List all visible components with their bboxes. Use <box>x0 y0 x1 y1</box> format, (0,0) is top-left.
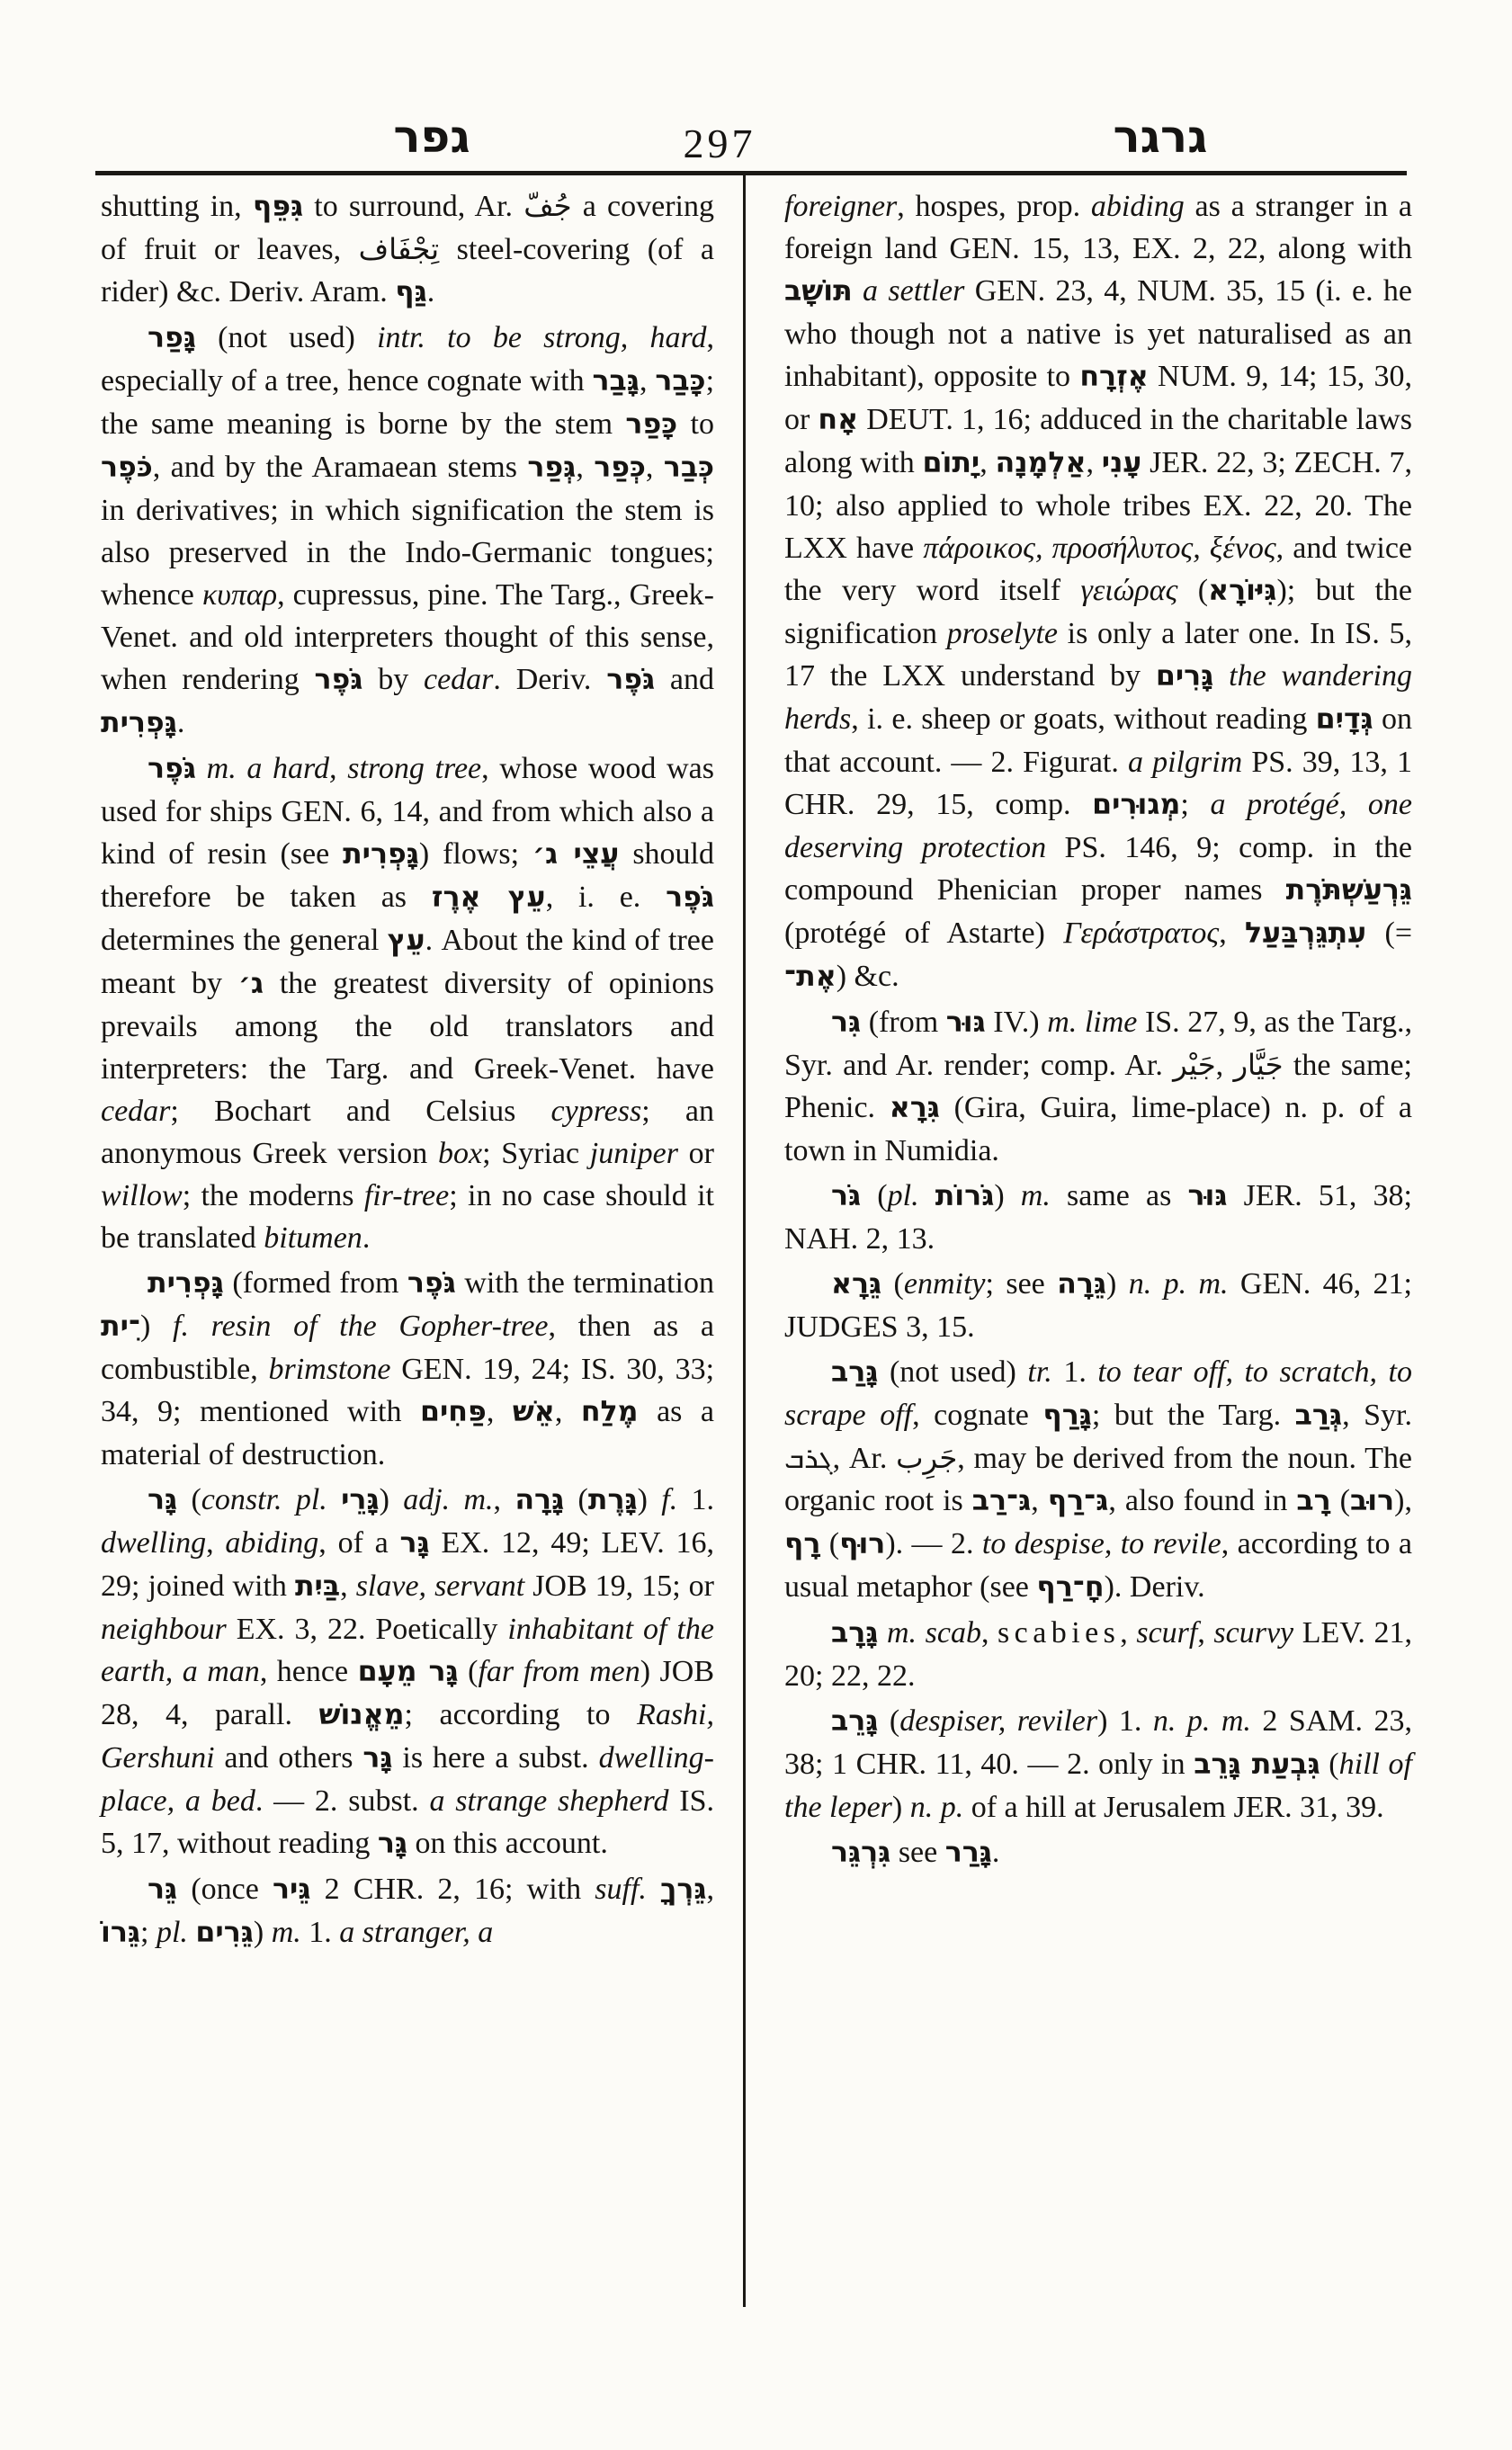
text-run: ; <box>140 1916 157 1949</box>
italic-text: m. <box>271 1916 301 1949</box>
hebrew-text: גֵּרְעַשְׁתֹּרֶת <box>1285 874 1412 907</box>
italic-text: bitumen <box>264 1221 362 1255</box>
hebrew-text: רוּב <box>1349 1485 1395 1517</box>
text-run: , Syr. <box>1342 1399 1412 1432</box>
text-run: ). Deriv. <box>1104 1570 1205 1604</box>
italic-text: suff. <box>595 1873 647 1906</box>
text-run: PS. 39, 13, 1 CHR. 29, 15, comp. <box>784 746 1413 821</box>
hebrew-text: כָּפַר <box>625 408 678 441</box>
text-run: 2 SAM. 23, 38; 1 CHR. 11, 40. — 2. only in <box>784 1704 1412 1781</box>
text-run: LEV. 21, 20; 22, 22. <box>784 1616 1412 1693</box>
text-run: . Deriv. <box>493 663 607 696</box>
text-run: 2 CHR. 2, 16; with <box>310 1873 595 1906</box>
text-run: determines the general <box>101 924 388 957</box>
hebrew-text: עֵץ אֶרֶז <box>431 881 546 914</box>
hebrew-text: גּוּר <box>945 1006 986 1039</box>
entry-paragraph <box>101 1868 714 1954</box>
entry-paragraph <box>101 1479 714 1865</box>
text-run: the greatest diversity of opinions prevails among the old translators and interpreters: the Targ. and Greek-Venet. have <box>101 967 714 1086</box>
text-run: ( <box>177 1483 201 1516</box>
text-run: ( <box>458 1655 479 1688</box>
entry-paragraph <box>784 185 1412 998</box>
hebrew-text: גֵּרִים <box>195 1917 254 1949</box>
text-run: (Gira, Guira, lime-place) n. p. of a town in Numidia. <box>784 1091 1412 1167</box>
text-run: EX. 12, 49; LEV. 16, 29; joined with <box>101 1526 715 1603</box>
arabic-text: جَيَّار <box>1233 1048 1284 1082</box>
hebrew-text: עָנִי <box>1101 447 1142 479</box>
hebrew-text: ־ִית <box>101 1310 141 1343</box>
entry-paragraph <box>101 317 714 745</box>
arabic-text: جَرِب <box>896 1441 958 1475</box>
text-run: ) JOB 28, 4, parall. <box>101 1655 715 1731</box>
italic-text: tr. <box>1027 1355 1052 1389</box>
text-run: (formed from <box>223 1266 407 1300</box>
text-run: 1. <box>1051 1355 1098 1389</box>
text-run: ; but the Targ. <box>1091 1399 1295 1432</box>
hebrew-text: מֵאֱנוֹשׁ <box>318 1699 405 1731</box>
italic-text: far from men <box>478 1655 640 1688</box>
text-run: , and by the Aramaean stems <box>152 451 528 484</box>
text-run: by <box>362 663 424 696</box>
hebrew-text: מְגוּרִים <box>1092 789 1181 821</box>
hebrew-text: גְּרַב <box>1294 1399 1343 1432</box>
hebrew-text: פַּחִים <box>419 1396 487 1428</box>
italic-text: scab <box>925 1616 981 1650</box>
text-run: ; the moderns <box>182 1179 364 1212</box>
text-run: . <box>176 706 185 739</box>
hebrew-text: גֵּר <box>148 1873 178 1906</box>
text-run: , may be derived from the noun. The organic root is <box>784 1442 1412 1517</box>
hebrew-text: מֶלַח <box>580 1396 639 1428</box>
italic-text: a settler <box>863 274 965 308</box>
text-run: , <box>1086 446 1102 479</box>
text-run: (not used) <box>195 321 378 354</box>
hebrew-text: גַּף <box>395 276 427 308</box>
page-number: 297 <box>683 121 756 166</box>
italic-text: n. p. m. <box>1128 1267 1229 1301</box>
hebrew-text: גִּרְגֵּר <box>831 1837 891 1869</box>
italic-text: dwelling-place, a bed <box>101 1741 714 1818</box>
text-run: , whose wood was used for ships GEN. 6, 14, and from which also a kind of resin (see <box>101 752 714 871</box>
text-run: . — 2. subst. <box>255 1784 430 1818</box>
hebrew-text: גָּרָב <box>831 1617 879 1650</box>
italic-text: to tear off, to scratch, to scrape off <box>784 1355 1412 1432</box>
entry-paragraph <box>101 747 714 1259</box>
hebrew-text: גָּרִים <box>1155 660 1214 693</box>
text-run: , <box>706 1873 714 1906</box>
italic-text: a protégé, one deserving protection <box>784 788 1412 864</box>
text-run: IV.) <box>985 1006 1048 1039</box>
hebrew-text: גֹּפֶר <box>148 753 196 785</box>
text-run: and others <box>214 1741 363 1775</box>
text-run <box>853 274 863 308</box>
text-run: , cognate <box>912 1399 1043 1432</box>
text-run: JER. 22, 3; ZECH. 7, 10; also applied to whole tribes EX. 22, 20. The LXX have <box>784 446 1413 565</box>
italic-text: the wandering herds <box>784 659 1413 736</box>
left-catchword: גפר <box>393 111 470 163</box>
text-run: to surround, Ar. <box>303 190 524 223</box>
italic-text: pl. <box>156 1916 188 1949</box>
text-run: is here a subst. <box>392 1741 599 1775</box>
arabic-text: جُفّ <box>523 189 572 223</box>
text-run: and <box>655 663 715 696</box>
text-run: as a material of destruction. <box>101 1395 714 1471</box>
italic-text: despiser, reviler <box>899 1704 1098 1738</box>
text-run: , <box>206 1526 226 1560</box>
text-run: JER. 51, 38; NAH. 2, 13. <box>784 1179 1413 1256</box>
hebrew-text: גָּבַר <box>592 365 640 398</box>
hebrew-text: גְּפַר <box>527 452 577 484</box>
hebrew-text: רוּף <box>839 1528 886 1560</box>
text-run: (= <box>1366 917 1413 950</box>
hebrew-text: גָּפְרִית <box>101 707 177 739</box>
hebrew-text: גִּפֵּף <box>252 191 304 223</box>
text-run: as a stranger in a foreign land GEN. 15, 13, EX. 2, 22, along with <box>784 190 1412 265</box>
hebrew-text: ג׳ <box>237 968 264 1000</box>
hebrew-text: גֵּרְךָ <box>660 1873 707 1906</box>
hebrew-text: גָּר מֵעָם <box>357 1656 459 1688</box>
hebrew-text: יָתוֹם <box>922 447 980 479</box>
right-column <box>784 185 1412 1874</box>
entry-paragraph <box>784 1612 1412 1697</box>
text-run: ) 1. <box>1097 1704 1153 1738</box>
hebrew-text: אֶזְרָח <box>1079 361 1149 393</box>
text-run: ( <box>820 1527 840 1560</box>
hebrew-text: גּוּר <box>1187 1180 1228 1212</box>
text-run: ), <box>1394 1484 1412 1517</box>
text-run: ( <box>1177 574 1209 607</box>
hebrew-text: גָּרֶת <box>587 1484 638 1516</box>
italic-text: abiding <box>1090 190 1185 223</box>
italic-text: proselyte <box>946 617 1058 650</box>
left-column <box>101 185 714 1954</box>
text-run: ( <box>861 1179 888 1212</box>
hebrew-text: כְּפַר <box>594 452 646 484</box>
text-run: to <box>677 407 714 441</box>
text-run: , of a <box>318 1526 400 1560</box>
column-divider <box>743 175 746 2307</box>
italic-text: box <box>437 1137 483 1170</box>
italic-text: foreigner <box>784 190 898 223</box>
text-run: ; according to <box>404 1698 638 1731</box>
hebrew-text: גָּפְרִית <box>148 1267 224 1300</box>
italic-text: a stranger, a <box>339 1916 494 1949</box>
text-run: PS. 146, 9; comp. in the compound Phenician proper names <box>784 831 1412 907</box>
text-run: ( <box>881 1267 904 1301</box>
text-run: , <box>980 446 996 479</box>
hebrew-text: גִּרָא <box>889 1092 940 1124</box>
hebrew-text: אַלְמָנָה <box>995 447 1087 479</box>
text-run: . <box>362 1221 371 1255</box>
entry-paragraph <box>101 185 714 314</box>
italic-text: cedar <box>424 663 494 696</box>
text-run <box>919 1179 935 1212</box>
hebrew-text: גִּר <box>831 1006 862 1039</box>
hebrew-text: כָּבַר <box>655 365 706 398</box>
text-run: the same; Phenic. <box>784 1049 1412 1124</box>
text-run: ( <box>564 1483 588 1516</box>
text-run <box>917 1616 926 1650</box>
greek-text: γειώρας <box>1080 574 1178 607</box>
text-run: same as <box>1050 1179 1188 1212</box>
text-run: , <box>1120 1616 1137 1650</box>
text-run <box>1213 659 1229 693</box>
italic-text: enmity <box>903 1267 986 1301</box>
entry-paragraph <box>784 1700 1412 1829</box>
italic-text: scurvy <box>1213 1616 1294 1650</box>
text-run: on this account. <box>407 1827 608 1860</box>
italic-text: brimstone <box>268 1353 391 1386</box>
hebrew-text: גָּפַר <box>148 322 196 354</box>
italic-text: a strange shepherd <box>429 1784 669 1818</box>
hebrew-text: גָּפְרִית <box>343 838 419 871</box>
text-run: ) <box>253 1916 272 1949</box>
text-run: . <box>991 1836 1000 1869</box>
text-run: ; the same meaning is borne by the stem <box>101 364 715 441</box>
text-run <box>878 1616 887 1650</box>
hebrew-text: כֹּפֶר <box>101 452 153 484</box>
text-run: ( <box>1330 1484 1350 1517</box>
text-run: shutting in, <box>101 190 253 223</box>
text-run: , <box>1031 1484 1048 1517</box>
hebrew-text: רָף <box>784 1528 821 1560</box>
text-run: of a hill at Jerusalem JER. 31, 39. <box>963 1791 1384 1824</box>
italic-text: cypress <box>550 1095 642 1128</box>
text-run: ) <box>994 1179 1021 1212</box>
text-run: ) <box>379 1483 404 1516</box>
text-run: , <box>645 451 664 484</box>
hebrew-text: גֹּר <box>831 1180 862 1212</box>
italic-text: dwelling <box>101 1526 207 1560</box>
text-run: , also found in <box>1108 1484 1297 1517</box>
syriac-text: ܓܪܒ <box>784 1441 833 1475</box>
text-run: ( <box>1320 1748 1339 1781</box>
arabic-text: تِجْفَاف <box>358 232 440 266</box>
hebrew-text: גָּרַף <box>1042 1399 1092 1432</box>
text-run: in derivatives; in which signification the stem is also preserved in the Indo-Germanic tongues; whence <box>101 494 714 612</box>
italic-text: fir-tree <box>363 1179 450 1212</box>
text-run: (once <box>177 1873 273 1906</box>
hebrew-text: גָּר <box>362 1742 393 1775</box>
right-catchword: גרגר <box>1113 111 1208 163</box>
text-run: on that account. — 2. Figurat. <box>784 702 1412 779</box>
text-run: ; Syriac <box>482 1137 590 1170</box>
hebrew-text: גֹּפֶר <box>407 1267 456 1300</box>
italic-text: m. a hard, strong tree <box>206 752 482 785</box>
hebrew-text: גִּבְעַת גָּרֵב <box>1194 1748 1320 1781</box>
italic-text: Rashi, Gershuni <box>101 1698 714 1775</box>
text-run: ; <box>1180 788 1211 821</box>
italic-text: intr. to be strong, hard <box>377 321 707 354</box>
italic-text: m. <box>1020 1179 1051 1212</box>
entry-paragraph <box>784 1001 1412 1172</box>
text-run: see <box>890 1836 945 1869</box>
entry-paragraph <box>784 1263 1412 1348</box>
hebrew-text: אָח <box>818 404 859 436</box>
hebrew-text: גָּר <box>148 1484 178 1516</box>
text-run: ( <box>878 1704 900 1738</box>
text-run: . <box>426 275 435 308</box>
hebrew-text: חָ־רַף <box>1036 1571 1105 1604</box>
italic-text: neighbour <box>101 1613 227 1646</box>
italic-text: m. lime <box>1047 1006 1138 1039</box>
hebrew-text: גָּרַר <box>944 1837 992 1869</box>
italic-text: m. <box>887 1616 917 1650</box>
hebrew-text: עִתְגֵּרְבַּעַל <box>1245 917 1367 950</box>
text-run: , <box>554 1395 581 1428</box>
hebrew-text: עֵץ <box>387 925 425 957</box>
text-run: 1. <box>677 1483 715 1516</box>
greek-text: πάροικος, προσήλυτος, ξένος <box>923 532 1276 565</box>
entry-paragraph <box>784 1351 1412 1609</box>
text-run: , Ar. <box>832 1442 897 1475</box>
greek-text: κυπαρ <box>201 578 278 612</box>
text-run: DEUT. 1, 16; adduced in the charitable laws along with <box>784 403 1413 479</box>
text-run: is only a later one. In IS. 5, 17 the LXX understand by <box>784 617 1412 693</box>
text-run: , <box>1215 1049 1234 1082</box>
text-run: , <box>493 1483 515 1516</box>
italic-text: to despise, to revile <box>981 1527 1221 1560</box>
text-run: (protégé of Astarte) <box>784 917 1064 950</box>
text-run: , <box>639 364 656 398</box>
text-run: ; see <box>985 1267 1058 1301</box>
text-run: ). — 2. <box>885 1527 982 1560</box>
text-run: , i. e. sheep or goats, without reading <box>851 702 1316 736</box>
text-run: ) <box>1106 1267 1129 1301</box>
text-run: , then as a combustible, <box>101 1310 714 1386</box>
italic-text: hill of the leper <box>784 1748 1412 1824</box>
text-run: . About the kind of tree meant by <box>101 924 714 1000</box>
hebrew-text: עֲצֵי ג׳ <box>532 838 620 871</box>
italic-text: abiding <box>225 1526 319 1560</box>
text-run: ; an anonymous Greek version <box>101 1095 714 1170</box>
hebrew-text: גָּרֵב <box>831 1705 879 1738</box>
hebrew-text: גֵּרוֹ <box>101 1917 141 1949</box>
text-run: IS. 27, 9, as the Targ., Syr. and Ar. render; comp. Ar. <box>784 1006 1412 1082</box>
text-run: , especially of a tree, hence cognate with <box>101 321 714 398</box>
hebrew-text: גָּר <box>377 1828 407 1860</box>
text-run: with the termination <box>455 1266 715 1300</box>
entry-paragraph <box>784 1831 1412 1874</box>
text-run: ; Bochart and Celsius <box>170 1095 551 1128</box>
italic-text: juniper <box>589 1137 678 1170</box>
text-run: or <box>677 1137 714 1170</box>
hebrew-text: גֵּרָה <box>1057 1268 1107 1301</box>
hebrew-text: גָּרֵי <box>341 1484 380 1516</box>
text-run: ) <box>891 1791 910 1824</box>
hebrew-text: תּוֹשָׁב <box>784 275 853 308</box>
greek-text: Γεράστρατος <box>1063 917 1220 950</box>
hebrew-text: גָּרַב <box>831 1356 879 1389</box>
hebrew-text: גֹּפֶר <box>666 881 715 914</box>
text-run: 1. <box>300 1916 340 1949</box>
entry-paragraph <box>101 1262 714 1476</box>
text-run <box>327 1483 341 1516</box>
italic-text: slave, servant <box>355 1569 525 1603</box>
hebrew-text: גֹּפֶר <box>314 664 363 696</box>
hebrew-text: בַּיִת <box>294 1570 341 1603</box>
text-run: , <box>486 1395 513 1428</box>
hebrew-text: גָּר <box>399 1527 430 1560</box>
text-run: , <box>1219 917 1246 950</box>
text-run <box>196 752 207 785</box>
text-run: GEN. 46, 21; JUDGES 3, 15. <box>784 1267 1412 1344</box>
text-run: , according to a usual metaphor (see <box>784 1527 1413 1604</box>
text-run: should therefore be taken as <box>101 837 714 914</box>
text-run: ) <box>637 1483 662 1516</box>
italic-text: adj. m. <box>403 1483 494 1516</box>
text-run: , <box>340 1569 356 1603</box>
hebrew-text: גִּיּוֹרָא <box>1208 575 1277 607</box>
italic-text: pl. <box>887 1179 919 1212</box>
hebrew-text: גָּרָה <box>514 1484 565 1516</box>
hebrew-text: גֵּרָא <box>831 1268 882 1301</box>
text-run: IS. 5, 17, without reading <box>101 1784 714 1860</box>
text-run <box>647 1873 660 1906</box>
text-run: (not used) <box>878 1355 1028 1389</box>
hebrew-text: גֵּיר <box>273 1873 311 1906</box>
italic-text: scurf <box>1136 1616 1198 1650</box>
entry-paragraph <box>784 1175 1412 1260</box>
text-run: ) flows; <box>418 837 532 871</box>
text-run: , i. e. <box>545 881 667 914</box>
letterspaced-text: scabies <box>998 1616 1121 1650</box>
italic-text: cedar <box>101 1095 171 1128</box>
text-run: ; in no case should it be translated <box>101 1179 714 1255</box>
hebrew-text: גְּדָיִם <box>1315 703 1373 736</box>
text-run: JOB 19, 15; or <box>524 1569 715 1603</box>
text-run: , and twice the very word itself <box>784 532 1413 607</box>
text-run: , hospes, prop. <box>897 190 1091 223</box>
arabic-text: جَيْر <box>1173 1048 1216 1082</box>
hebrew-text: אֶת־ <box>784 961 837 993</box>
text-run: , hence <box>259 1655 358 1688</box>
italic-text: willow <box>101 1179 183 1212</box>
header-rule <box>95 171 1407 175</box>
italic-text: f. resin of the Gopher-tree <box>173 1310 549 1343</box>
hebrew-text: גֹּפֶר <box>606 664 656 696</box>
text-run: EX. 3, 22. Poetically <box>226 1613 508 1646</box>
text-run: , <box>576 451 595 484</box>
italic-text: f. <box>661 1483 678 1516</box>
text-run: GEN. 23, 4, NUM. 35, 15 (i. e. he who though not a native is yet naturalised as an inhabitant), opposite to <box>784 274 1413 393</box>
hebrew-text: גֹּרוֹת <box>935 1180 995 1212</box>
hebrew-text: גּ־רַף <box>1047 1485 1109 1517</box>
text-run: NUM. 9, 14; 15, 30, or <box>784 360 1412 436</box>
text-run: ); but the signification <box>784 574 1412 650</box>
hebrew-text: כְּבַר <box>663 452 715 484</box>
italic-text: n. p. <box>909 1791 964 1824</box>
text-run: GEN. 19, 24; IS. 30, 33; 34, 9; mentioned with <box>101 1353 715 1428</box>
italic-text: n. p. m. <box>1152 1704 1251 1738</box>
text-run: steel-covering (of a rider) &c. Deriv. Aram. <box>101 233 714 308</box>
hebrew-text: רָב <box>1296 1485 1331 1517</box>
text-run: ) &c. <box>836 960 899 993</box>
text-run: , cupressus, pine. The Targ., Greek-Venet. and old interpreters thought of this sense, when rendering <box>101 578 714 696</box>
text-run: a covering of fruit or leaves, <box>101 190 714 266</box>
text-run: , <box>980 1616 998 1650</box>
italic-text: constr. pl. <box>201 1483 327 1516</box>
hebrew-text: גּ־רַב <box>971 1485 1032 1517</box>
italic-text: a pilgrim <box>1127 746 1243 779</box>
text-run: , <box>1197 1616 1214 1650</box>
text-run: (from <box>861 1006 946 1039</box>
italic-text: inhabitant of the earth, a man <box>101 1613 714 1688</box>
hebrew-text: אֵשׁ <box>512 1396 555 1428</box>
text-run: ) <box>140 1310 174 1343</box>
